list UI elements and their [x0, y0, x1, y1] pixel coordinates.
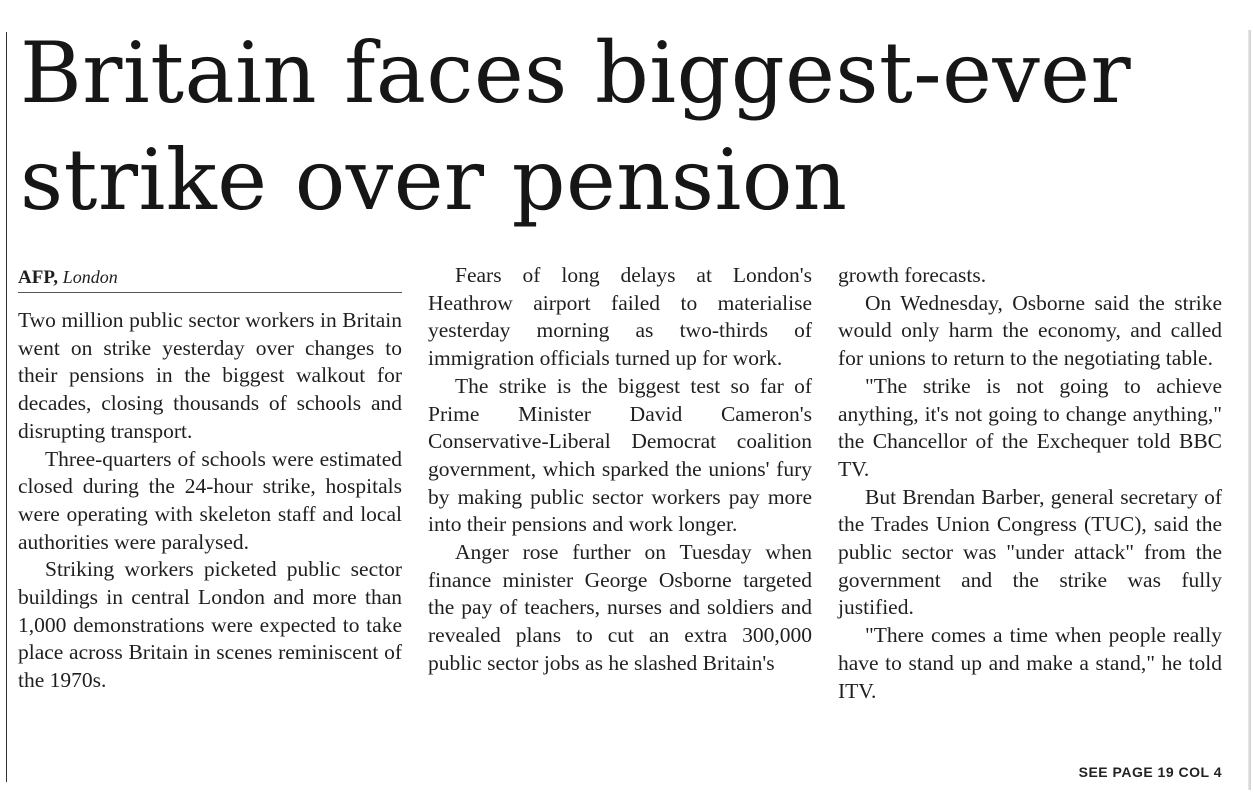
- headline: Britain faces biggest-ever strike over pension: [20, 24, 1132, 229]
- byline-agency: AFP,: [18, 267, 58, 288]
- paragraph: "There comes a time when people really have to stand up and make a stand," he told ITV.: [838, 623, 1222, 703]
- paragraph: Fears of long delays at London's Heathrow airport failed to materialise yesterday morning as two-thirds of immigration officials turned up for work.: [428, 263, 812, 371]
- column-1: [18, 262, 402, 695]
- continuation-note: SEE PAGE 19 COL 4: [1078, 764, 1222, 780]
- paragraph: Two million public sector workers in Britain went on strike yesterday over changes to their pensions in the biggest walkout for decades, closing thousands of schools and disrupting transport.: [18, 308, 402, 443]
- paragraph: But Brendan Barber, general secretary of the Trades Union Congress (TUC), said the public sector was "under attack" from the government and the strike was fully justified.: [838, 484, 1222, 620]
- column-2: [428, 262, 812, 678]
- paragraph: On Wednesday, Osborne said the strike would only harm the economy, and called for unions to return to the negotiating table.: [838, 290, 1222, 371]
- left-column-rule: [6, 32, 7, 782]
- byline-city: London: [62, 267, 118, 287]
- paragraph: Anger rose further on Tuesday when finance minister George Osborne targeted the pay of teachers, nurses and soldiers and revealed plans to cut an extra 300,000 public sector jobs as he slashed Britain's: [428, 540, 812, 675]
- paragraph: growth forecasts.: [838, 263, 987, 287]
- byline: [18, 262, 402, 293]
- paragraph: Striking workers picketed public sector buildings in central London and more than 1,000 demonstrations were expected to take place across Britain in scenes reminiscent of the 1970s.: [18, 557, 402, 693]
- paragraph: Three-quarters of schools were estimated closed during the 24-hour strike, hospitals were operating with skeleton staff and local authorities were paralysed.: [18, 446, 402, 554]
- column-3: [838, 262, 1222, 705]
- paragraph: "The strike is not going to achieve anything, it's not going to change anything," the Chancellor of the Exchequer told BBC TV.: [838, 373, 1222, 481]
- page-edge-shadow: [1248, 30, 1251, 790]
- paragraph: The strike is the biggest test so far of Prime Minister David Cameron's Conservative-Liberal Democrat coalition government, which sparked the unions' fury by making public sector workers pay more into their pensions and work longer.: [428, 373, 812, 537]
